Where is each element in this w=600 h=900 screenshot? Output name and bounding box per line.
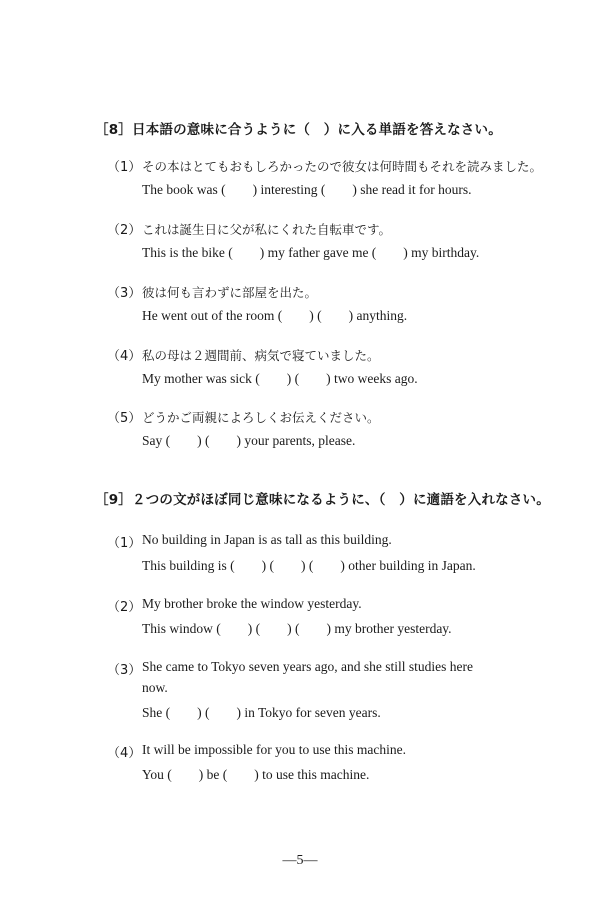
s9-q2-number: （2） <box>107 600 142 615</box>
s8-q5-number: （5） <box>107 411 142 426</box>
s8-q2-japanese: これは誕生日に父が私にくれた自転車です。 <box>142 222 392 237</box>
s8-q1-english: The book was ( ) interesting ( ) she read it for hours. <box>142 182 472 197</box>
s9-q4-number: （4） <box>107 746 142 761</box>
s8-q4-number: （4） <box>107 349 142 364</box>
s9-q1-number: （1） <box>107 536 142 551</box>
s9-q1-sentence: No building in Japan is as tall as this building. <box>142 532 392 547</box>
s9-q3-number: （3） <box>107 663 142 678</box>
s8-q1-japanese: その本はとてもおもしろかったので彼女は何時間もそれを読みました。 <box>142 159 543 174</box>
s8-q2-number: （2） <box>107 223 142 238</box>
s9-q1-rewrite: This building is ( ) ( ) ( ) other building in Japan. <box>142 558 476 573</box>
s8-q1-number: （1） <box>107 160 142 175</box>
s8-q2-english: This is the bike ( ) my father gave me ( ) my birthday. <box>142 245 480 260</box>
s8-q4-japanese: 私の母は２週間前、病気で寝ていました。 <box>142 348 380 363</box>
s9-q4-rewrite: You ( ) be ( ) to use this machine. <box>142 767 370 782</box>
s8-q3-japanese: 彼は何も言わずに部屋を出た。 <box>142 285 318 300</box>
s9-q2-rewrite: This window ( ) ( ) ( ) my brother yesterday. <box>142 621 452 636</box>
s9-q3-rewrite: She ( ) ( ) in Tokyo for seven years. <box>142 705 381 720</box>
s8-q4-english: My mother was sick ( ) ( ) two weeks ago. <box>142 371 418 386</box>
s8-q5-english: Say ( ) ( ) your parents, please. <box>142 433 356 448</box>
s9-q3-sentence: She came to Tokyo seven years ago, and she still studies here <box>142 659 473 674</box>
section-9-title: ［9］２つの文がほぼ同じ意味になるように、（ ）に適語を入れなさい。 <box>95 492 550 508</box>
s9-q4-sentence: It will be impossible for you to use this machine. <box>142 742 406 757</box>
page-number: ―5― <box>282 853 318 868</box>
s8-q3-english: He went out of the room ( ) ( ) anything. <box>142 308 408 323</box>
section-8-title: ［8］日本語の意味に合うように（ ）に入る単語を答えなさい。 <box>95 122 502 138</box>
s8-q3-number: （3） <box>107 286 142 301</box>
s9-q3-sentence-cont: now. <box>142 680 168 695</box>
s8-q5-japanese: どうかご両親によろしくお伝えください。 <box>142 410 380 425</box>
s9-q2-sentence: My brother broke the window yesterday. <box>142 596 362 611</box>
